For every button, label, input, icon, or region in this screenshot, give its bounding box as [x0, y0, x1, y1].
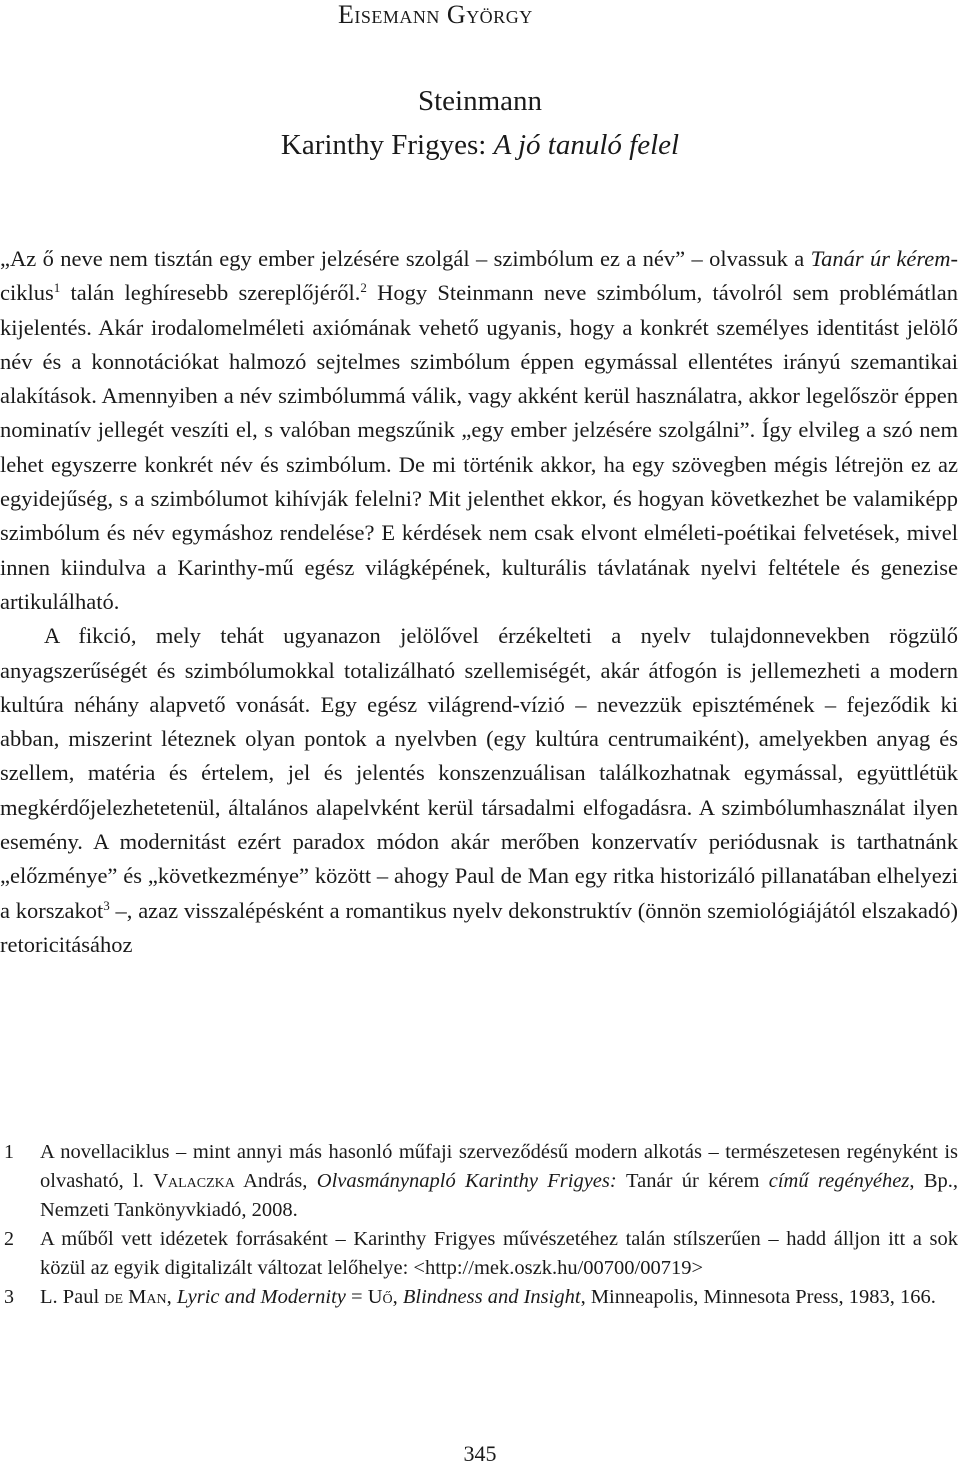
author-initial-first: E	[338, 0, 355, 29]
p1-text-d: Hogy Steinmann neve szimbólum, távolról sem problémátlan kijelentés. Akár irodalomelméleti axiómának vehető ugyanis, hogy a konkrét személyes identitást jelölő név és a konnotációkat halmozó sejtelmes szimbólum éppen egymással ellentétes irányú szemantikai alakítások. Amennyiben a név szimbólummá válik, vagy akként kerül használatra, akkor legelőször éppen nominatív jellegét veszíti el, s valóban megszűnik „egy ember jelzésére szolgálni”. Így elvileg a szó nem lehet egyszerre konkrét név és szimbólum. De mi történik akkor, ha egy szövegben mégis létrejön ez az egyidejűség, s a szimbólumot kihívják felelni? Mit jelenthet ekkor, és hogyan következhet be valamiképp szimbólum és név egymáshoz rendelése? E kérdések nem csak elvont elméleti-poétikai felvetések, mivel innen kiindulva a Karinthy-mű egész világképének, kulturális távlatának nyelvi feltétele és genezise artikulálható.	[0, 280, 958, 614]
footnote-1-book-title: Olvasmánynapló Karinthy Frigyes:	[316, 1170, 627, 1192]
footnote-number: 1	[4, 1141, 14, 1163]
footnote-3-text-e: , Minneapolis, Minnesota Press, 1983, 166.	[580, 1286, 936, 1308]
footnote-3-text-b: ,	[166, 1286, 177, 1308]
footnote-ref-1[interactable]: 1	[53, 280, 61, 296]
p1-work-title: Tanár úr kérem	[810, 246, 951, 271]
footnote-2	[0, 1225, 958, 1283]
footnotes	[0, 1138, 958, 1312]
footnote-1-text-c: Tanár úr kérem	[626, 1170, 760, 1192]
p1-text-c: talán leghíresebb szereplőjéről.	[60, 280, 361, 306]
footnote-3-text-d: ,	[392, 1286, 403, 1308]
footnote-1-text-a: A novellaciklus – mint annyi más hasonló műfaji szerveződésű modern alkotás – természetesen regényként is olvasható, l.	[40, 1141, 958, 1192]
paragraph-1	[0, 242, 958, 619]
paragraph-2	[0, 619, 958, 962]
p1-text-a: „Az ő neve nem tisztán egy ember jelzésére szolgál – szimbólum ez a név” – olvassuk a	[0, 246, 811, 271]
author-second-name-rest: yörgy	[466, 0, 533, 29]
p2-text-a: A fikció, mely tehát ugyanazon jelölővel érzékelteti a nyelv tulajdonnevekben rögzülő anyagszerűségét és szimbólumokkal totalizálható szellemiségét, akár átfogón is jellemezheti a modern kultúra néhány alapvető vonását. Egy egész világrend-vízió – nevezzük episztémének – fejeződik ki abban, miszerint léteznek olyan pontok a nyelvben (egy kultúra centrumaiként), amelyekben anyag és szellem, matéria és értelem, jel és jelentés konszenzuálisan találkozhatnak egymással, együttlétük megkérdőjelezhetetenül, általános alapelvként kerül társadalmi elfogadásra. A szimbólumhasználat ilyen esemény. A modernitást ezért paradox módon akár merőben konzervatív periódusnak is tarthatnánk „előzménye” és „következménye” között – ahogy Paul de Man egy ritka historizáló pillanatában elhelyezi a korszakot	[0, 623, 958, 923]
footnote-3-ibid: Uő	[367, 1286, 393, 1308]
author-first-name-rest: isemann	[354, 0, 440, 29]
footnote-1-text-d: , Bp., Nemzeti Tankönyvkiadó, 2008.	[40, 1170, 958, 1221]
subtitle-author: Karinthy Frigyes:	[280, 129, 494, 161]
footnote-3-article-title: Lyric and Modernity	[176, 1286, 346, 1308]
running-header-author	[338, 0, 638, 30]
footnote-1	[0, 1138, 958, 1225]
footnote-1-author: Valaczka	[153, 1170, 235, 1192]
footnote-number: 3	[4, 1286, 14, 1308]
footnote-3	[0, 1283, 958, 1312]
footnote-number: 2	[4, 1228, 14, 1250]
footnote-ref-2[interactable]: 2	[360, 280, 367, 296]
footnote-3-text-a: L. Paul	[40, 1286, 105, 1308]
footnote-1-book-title-end: című regényéhez	[759, 1170, 910, 1192]
article-title: Steinmann	[417, 85, 543, 117]
footnote-3-text-c: =	[345, 1286, 368, 1308]
p1-text-b: -ciklus	[0, 246, 959, 306]
footnote-3-book-title: Blindness and Insight	[402, 1286, 581, 1308]
body-text	[0, 242, 958, 962]
footnote-2-text: A műből vett idézetek forrásaként – Karinthy Frigyes művészetéhez talán stílszerűen – hadd álljon itt a sok közül az egyik digitalizált változat lelőhelye: <http://mek.oszk.hu/00700/00719>	[40, 1228, 958, 1279]
subtitle-work-title: A jó tanuló felel	[493, 129, 680, 161]
footnote-ref-3[interactable]: 3	[103, 897, 110, 913]
footnote-1-text-b: András,	[234, 1170, 317, 1192]
author-initial-second: G	[446, 0, 467, 29]
page-number: 345	[463, 1441, 497, 1466]
p2-text-b: –, azaz visszalépésként a romantikus nyelv dekonstruktív (önnön szemiológiájától elszakadó) retoricitásához	[0, 897, 958, 957]
footnote-3-author: de Man	[104, 1286, 167, 1308]
article-subtitle	[0, 128, 960, 162]
